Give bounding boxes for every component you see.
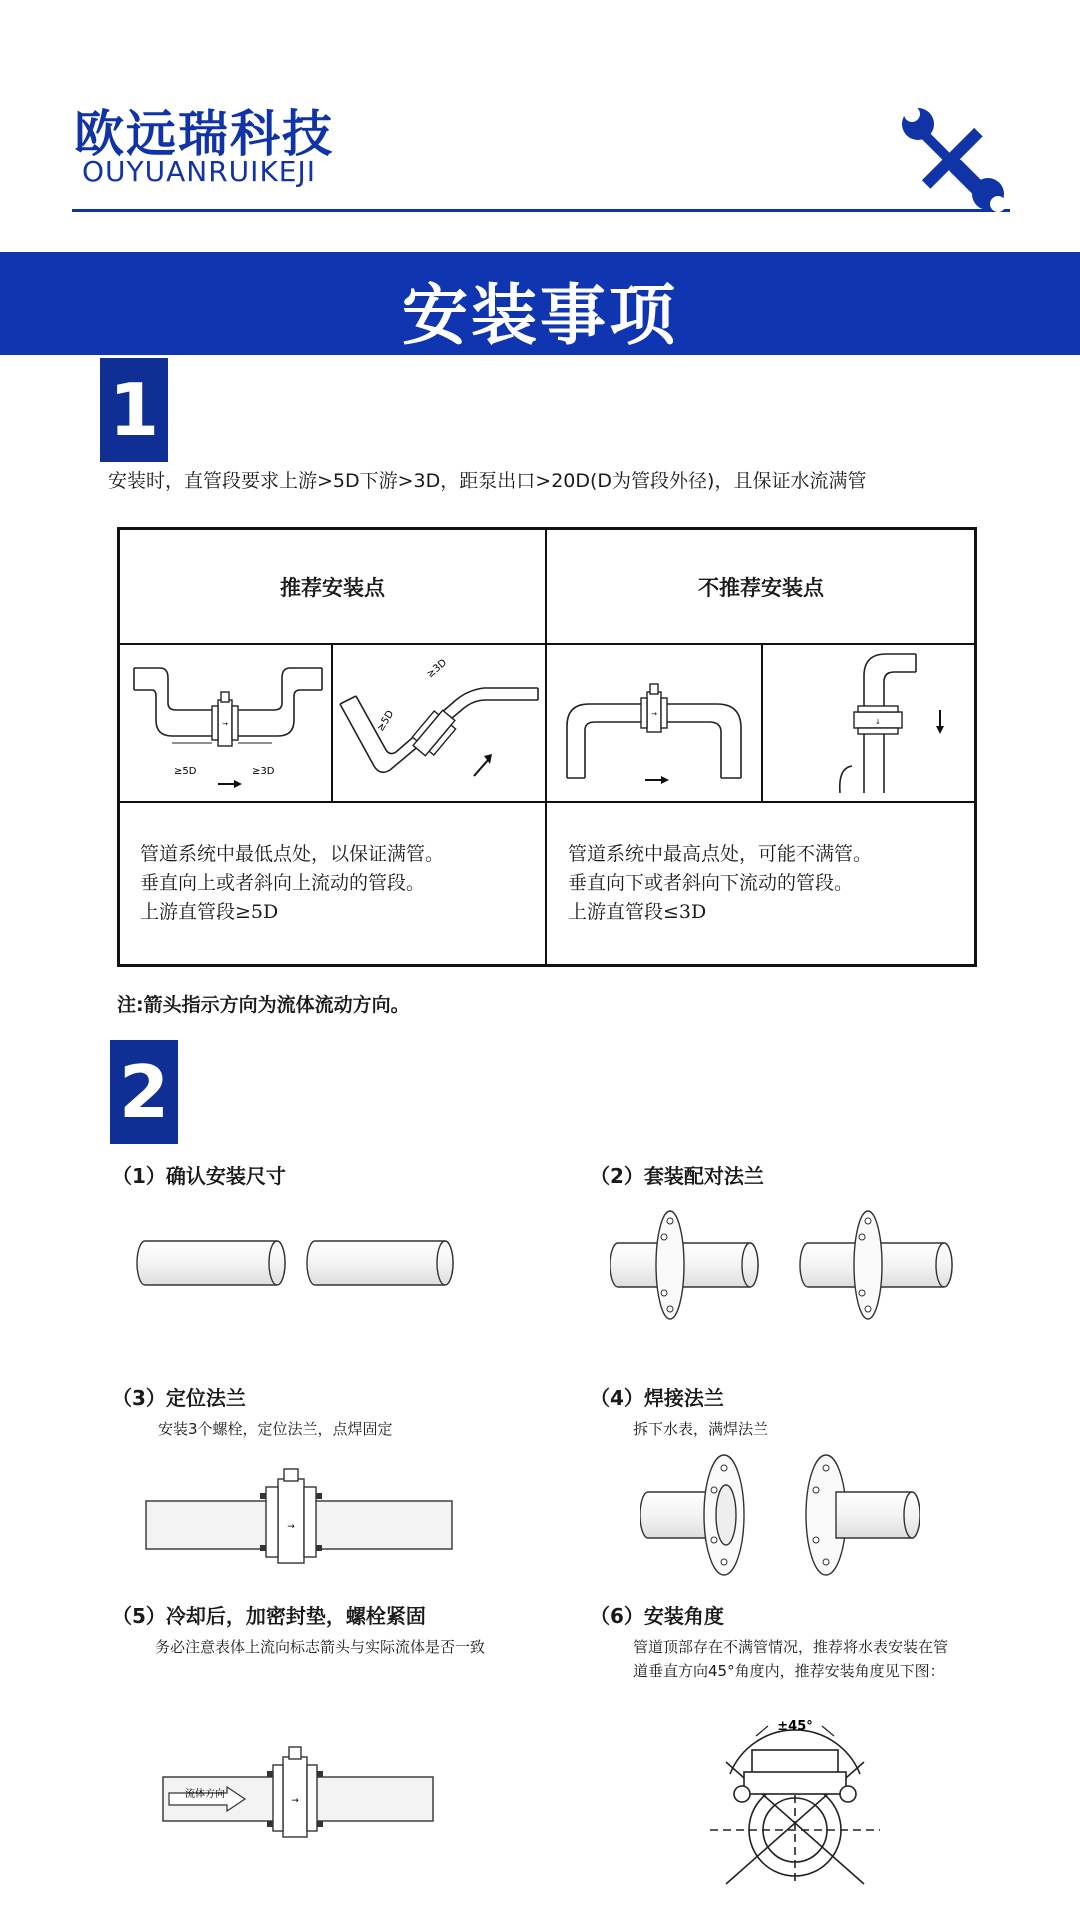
flow-direction-note: 注:箭头指示方向为流体流动方向。 — [117, 994, 410, 1016]
step-4-title: （4）焊接法兰 — [590, 1386, 724, 1410]
diagram-highest-point — [549, 648, 759, 798]
step-3-description: 安装3个螺栓，定位法兰，点焊固定 — [158, 1420, 393, 1438]
svg-text:→: → — [651, 710, 657, 718]
step-1-pipes-illustration — [135, 1225, 465, 1295]
diagram-lowest-point — [122, 648, 328, 798]
step-2-flanges-illustration — [610, 1205, 970, 1325]
step-2-title: （2）套装配对法兰 — [590, 1164, 764, 1188]
page-title: 安装事项 — [402, 276, 678, 354]
brand-name-en: OUYUANRUIKEJI — [82, 155, 317, 188]
svg-text:→: → — [291, 1796, 299, 1806]
not-recommended-line-3: 上游直管段≤3D — [568, 901, 707, 923]
not-recommended-line-2: 垂直向下或者斜向下流动的管段。 — [568, 872, 854, 894]
step-6-description-line-2: 道垂直方向45°角度内，推荐安装角度见下图： — [633, 1662, 945, 1680]
svg-text:↓: ↓ — [875, 718, 881, 726]
step-4-welding-illustration — [640, 1450, 920, 1580]
step-4-description: 拆下水表，满焊法兰 — [633, 1420, 769, 1438]
step-6-description — [633, 1635, 1013, 1683]
diagram-inclined-upward — [334, 648, 544, 798]
svg-text:→: → — [287, 1522, 295, 1532]
table-divider-row2 — [117, 801, 977, 803]
step-3-title: （3）定位法兰 — [112, 1386, 246, 1410]
recommended-line-1: 管道系统中最低点处，以保证满管。 — [140, 843, 445, 865]
diagram2-upstream-label: ≥5D — [375, 708, 397, 734]
recommended-line-2: 垂直向上或者斜向上流动的管段。 — [140, 872, 426, 894]
step-3-positioning-illustration — [140, 1465, 460, 1575]
step-6-angle-illustration — [700, 1708, 890, 1888]
table-divider-vertical-left — [331, 643, 333, 803]
flow-direction-label: 流体方向 — [185, 1789, 225, 1800]
section1-intro: 安装时，直管段要求上游>5D下游>3D，距泵出口>20D(D为管段外径)，且保证水流满管 — [108, 470, 867, 492]
step-1-title: （1）确认安装尺寸 — [112, 1164, 286, 1188]
section-number-2: 2 — [110, 1040, 178, 1144]
step-6-title: （6）安装角度 — [590, 1604, 724, 1628]
diagram2-downstream-label: ≥3D — [424, 657, 450, 681]
diagram1-upstream-label: ≥5D — [174, 766, 197, 777]
wrench-screwdriver-icon — [898, 104, 1008, 214]
not-recommended-description — [568, 840, 872, 927]
step-5-title: （5）冷却后，加密封垫，螺栓紧固 — [112, 1604, 426, 1628]
diagram-vertical-downward — [764, 648, 974, 798]
svg-text:→: → — [222, 720, 228, 728]
not-recommended-line-1: 管道系统中最高点处，可能不满管。 — [568, 843, 873, 865]
recommended-line-3: 上游直管段≥5D — [140, 901, 279, 923]
angle-label: ±45° — [777, 1719, 813, 1734]
step-5-description: 务必注意表体上流向标志箭头与实际流体是否一致 — [155, 1638, 486, 1656]
section-number-1: 1 — [100, 358, 168, 462]
table-divider-vertical-right — [761, 643, 763, 803]
header-divider — [72, 209, 1010, 212]
diagram1-downstream-label: ≥3D — [252, 766, 275, 777]
step-6-description-line-1: 管道顶部存在不满管情况，推荐将水表安装在管 — [633, 1638, 949, 1656]
recommended-header: 推荐安装点 — [280, 575, 385, 600]
step-5-tightening-illustration — [155, 1745, 445, 1845]
recommended-description — [140, 840, 444, 927]
brand-name-cn: 欧远瑞科技 — [74, 105, 334, 163]
table-divider-row1 — [117, 643, 977, 645]
not-recommended-header: 不推荐安装点 — [698, 575, 824, 600]
